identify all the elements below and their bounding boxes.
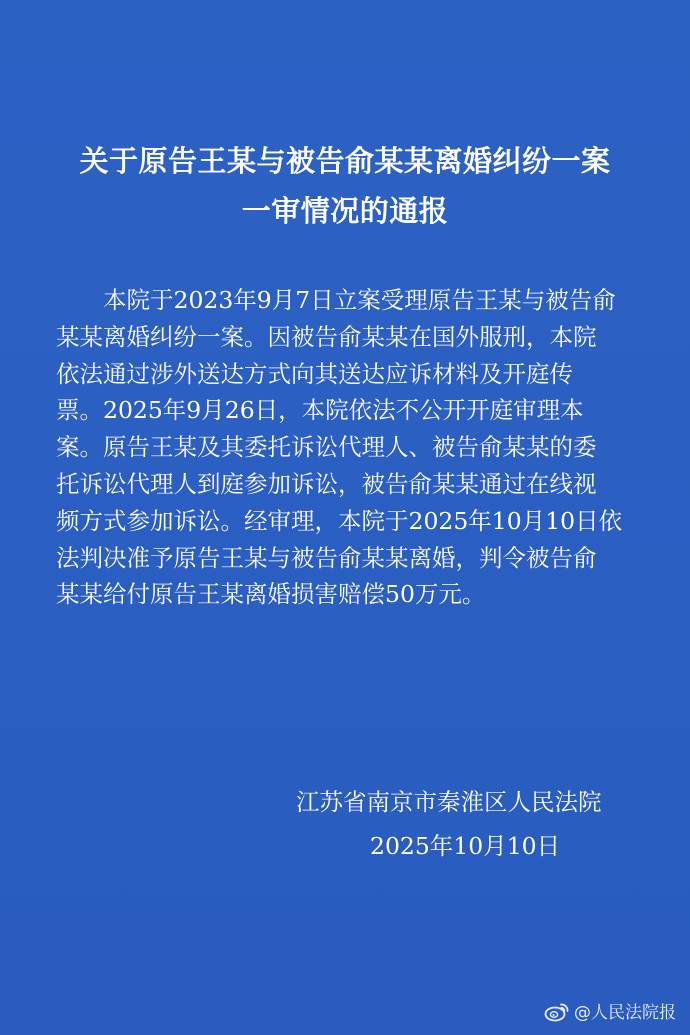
watermark-text: @人民法院报 (574, 1003, 676, 1023)
body-line: 某某离婚纠纷一案。因被告俞某某在国外服刑，本院 (56, 322, 597, 351)
body-line: 频方式参加诉讼。经审理，本院于2025年10月10日依 (56, 506, 623, 535)
body-line: 法判决准予原告王某与被告俞某某离婚，判令被告俞 (56, 543, 597, 572)
weibo-watermark (544, 998, 676, 1023)
body-line: 案。原告王某及其委托诉讼代理人、被告俞某某的委 (56, 433, 597, 462)
body-line: 依法通过涉外送达方式向其送达应诉材料及开庭传 (56, 359, 573, 388)
weibo-icon (544, 1000, 570, 1022)
body-line: 本院于2023年9月7日立案受理原告王某与被告俞 (103, 286, 616, 314)
court-signature: 江苏省南京市秦淮区人民法院 (296, 788, 602, 816)
notice-body (56, 282, 656, 613)
issue-date: 2025年10月10日 (370, 832, 561, 860)
body-line: 托诉讼代理人到庭参加诉讼，被告俞某某通过在线视 (56, 469, 597, 498)
body-line: 票。2025年9月26日，本院依法不公开开庭审理本 (56, 396, 584, 425)
notice-title-line1: 关于原告王某与被告俞某某离婚纠纷一案 (79, 144, 611, 178)
notice-title-line2: 一审情况的通报 (241, 194, 449, 228)
body-line: 某某给付原告王某离婚损害赔偿50万元。 (56, 580, 486, 609)
